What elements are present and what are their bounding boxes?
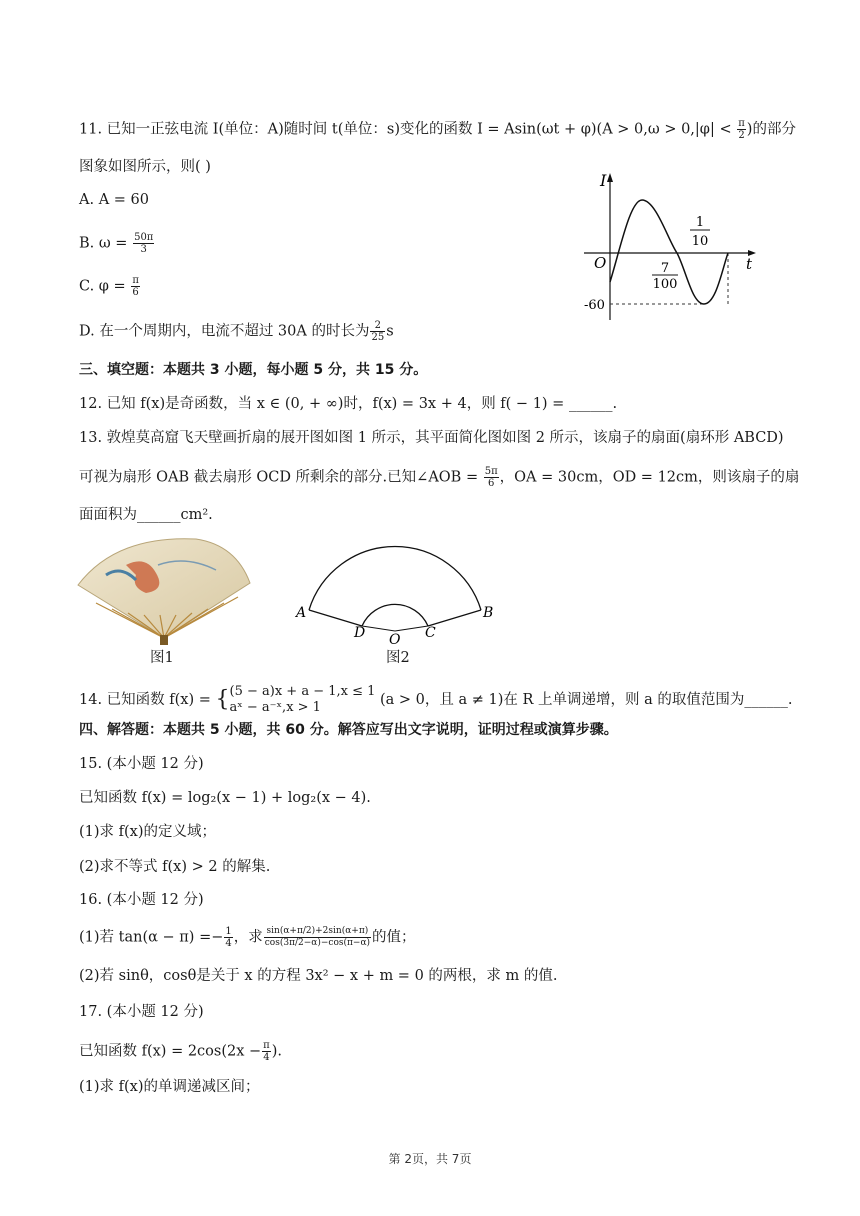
q15-stem: 已知函数 f(x) = log₂(x − 1) + log₂(x − 4). [79,790,371,806]
figure-2-caption: 图2 [386,650,410,666]
q16-part2: (2)若 sinθ，cosθ是关于 x 的方程 3x² − x + m = 0 的两根，求 m 的值. [79,968,558,984]
q15-part1: (1)求 f(x)的定义域； [79,824,217,840]
t2-den: 10 [691,234,709,249]
q17-heading: 17. (本小题 12 分) [79,1004,204,1020]
section-3-heading: 三、填空题：本题共 3 小题，每小题 5 分，共 15 分。 [79,362,428,378]
q17-stem: 已知函数 f(x) = 2cos(2x − $\frac{\pi}{4}$ ). [79,1040,283,1063]
q14-case2: aˣ − a⁻ˣ,x > 1 [229,700,321,715]
x-axis-label: t [746,255,753,273]
sector-diagram [290,545,500,645]
q11-option-c: C. φ = $\frac{\pi}{6}$ [79,275,139,298]
q11-option-d: D. 在一个周期内，电流不超过 30A 的时长为 $\frac{2}{25}$ s [79,320,394,343]
q11-stem-line2: 图象如图所示，则( ) [79,159,211,175]
point-a-label: A [296,605,307,621]
q17-part1: (1)求 f(x)的单调递减区间； [79,1079,260,1095]
q11-option-a: A. A = 60 [79,192,149,208]
neg-60-label: -60 [584,298,605,313]
page-footer: 第 2页，共 7页 [388,1152,472,1166]
q13-line1: 13. 敦煌莫高窟飞天壁画折扇的展开图如图 1 所示，其平面简化图如图 2 所示，该扇子的扇面(扇环形 ABCD) [79,430,784,446]
q14-text: 14. 已知函数 f(x) = { (5 − a)x + a − 1,x ≤ 1 aˣ − a⁻ˣ,x > 1 (a > 0，且 a ≠ 1)在 R 上单调递增，则 a 的取值范围为______. [79,684,793,715]
pi-over-2: $\frac{\pi}{2}$ [738,118,745,141]
point-o-label: O [389,632,401,645]
point-b-label: B [483,605,494,621]
origin-label: O [594,254,607,272]
figure-1-caption: 图1 [150,650,174,666]
q11-option-b: B. ω = $\frac{50\pi}{3}$ [79,232,154,255]
t2-num: 1 [695,215,705,230]
q11-stem: 11. 已知一正弦电流 I(单位：A)随时间 t(单位：s)变化的函数 I = Asin(ωt + φ)(A > 0,ω > 0,|φ| < $\frac{\pi}{2}$ )的部分 [79,118,796,141]
q13-line3: 面面积为______cm². [79,507,213,523]
fan-illustration [76,535,256,655]
q14-case1: (5 − a)x + a − 1,x ≤ 1 [229,684,376,699]
q12-text: 12. 已知 f(x)是奇函数，当 x ∈ (0, + ∞)时，f(x) = 3x + 4，则 f( − 1) = ______. [79,396,618,412]
section-4-heading: 四、解答题：本题共 5 小题，共 60 分。解答应写出文字说明，证明过程或演算步骤。 [79,722,618,738]
point-d-label: D [354,625,366,641]
t1-num: 7 [660,261,670,276]
q13-line2: 可视为扇形 OAB 截去扇形 OCD 所剩余的部分.已知∠AOB = $\frac{5\pi}{6}$ ，OA = 30cm，OD = 12cm，则该扇子的扇 [79,466,800,489]
sine-graph [580,170,770,330]
point-c-label: C [425,625,436,641]
q16-part1: (1)若 tan(α − π) =− $\frac{1}{4}$ ，求 $\frac{\sin(\alpha+\pi/2)+2\sin(\alpha+\pi)}{\cos(3\pi/2-\alpha)-\cos(\pi-\alpha)}$ 的值； [79,926,416,949]
q16-heading: 16. (本小题 12 分) [79,892,204,908]
q15-part2: (2)求不等式 f(x) > 2 的解集. [79,859,271,875]
t1-den: 100 [652,277,678,292]
y-axis-label: I [600,171,607,190]
q15-heading: 15. (本小题 12 分) [79,756,204,772]
